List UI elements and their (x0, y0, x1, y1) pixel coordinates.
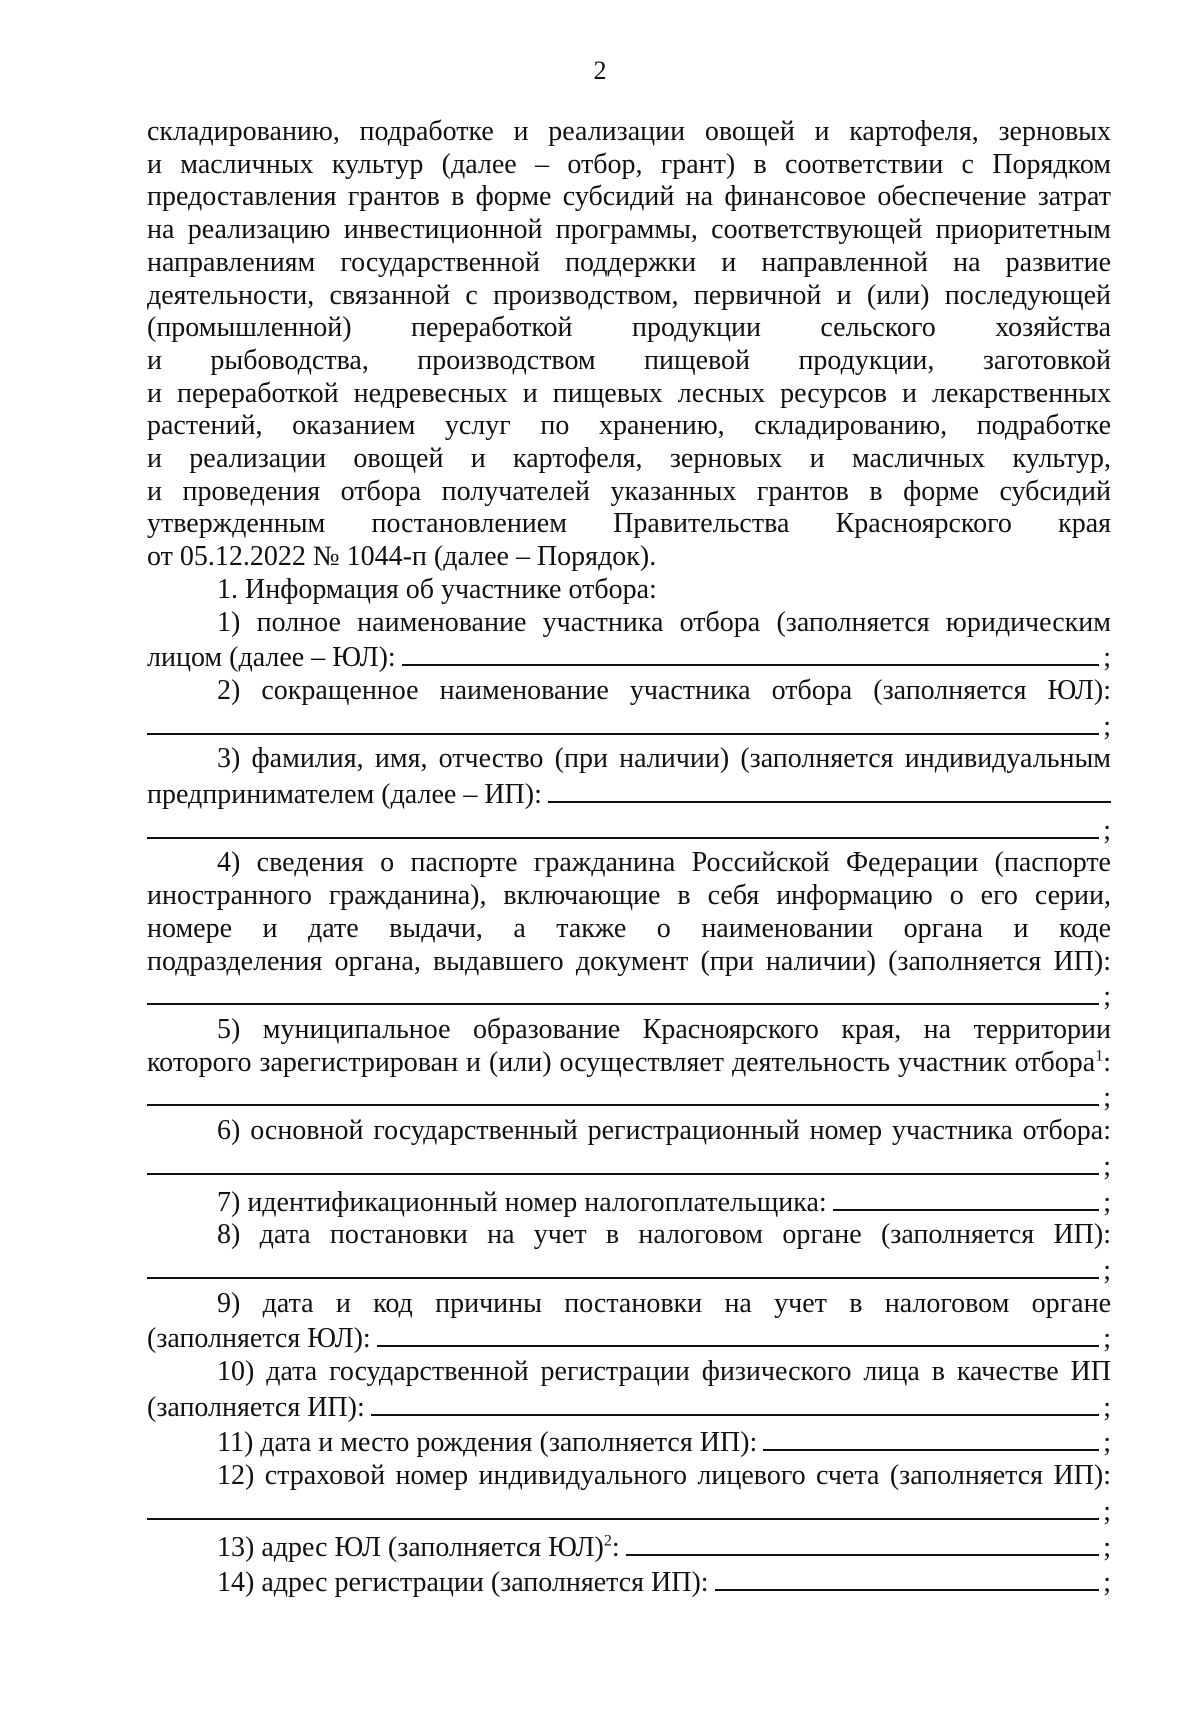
passport-field[interactable] (147, 978, 1099, 1005)
item-5-line-2-wrap (147, 1047, 1111, 1080)
item-4-line-1: 4) сведения о паспорте гражданина Российской Федерации (паспорте (217, 847, 1111, 879)
item-5-line-1: 5) муниципальное образование Красноярского края, на территории (217, 1013, 1111, 1045)
semicolon: ; (1103, 1567, 1111, 1599)
item-9-line-2: (заполняется ЮЛ): (147, 1323, 371, 1355)
footnote-2-ref: 2 (603, 1532, 612, 1550)
semicolon: ; (1103, 981, 1111, 1013)
intro-line: складированию, подработке и реализации овощей и картофеля, зерновых (147, 116, 1111, 147)
item-8-field-row (147, 1252, 1111, 1288)
fio-field-continued[interactable] (147, 812, 1099, 839)
item-3-field-row-2 (147, 812, 1111, 848)
footnote-1-ref: 1 (1095, 1047, 1104, 1065)
item-13-field-row (147, 1529, 1111, 1565)
intro-line: и переработкой недревесных и пищевых лесных ресурсов и лекарственных (147, 377, 1111, 409)
document-body (147, 116, 1111, 1600)
ogrn-field[interactable] (147, 1148, 1099, 1175)
item-3-line-2: предпринимателем (далее – ИП): (147, 779, 542, 811)
semicolon: ; (1103, 1391, 1111, 1423)
item-12-line-1: 12) страховой номер индивидуального лицевого счета (заполняется ИП): (217, 1460, 1111, 1492)
registration-address-field[interactable] (715, 1564, 1100, 1591)
semicolon: ; (1103, 1254, 1111, 1286)
birth-date-place-field[interactable] (763, 1424, 1099, 1451)
tax-registration-date-field[interactable] (147, 1252, 1099, 1279)
item-8-line-1: 8) дата постановки на учет в налоговом органе (заполняется ИП): (217, 1219, 1111, 1251)
item-4-line-3: номере и дате выдачи, а также о наименовании органа и коде (147, 912, 1111, 944)
item-10-field-row (147, 1389, 1111, 1425)
page-number: 2 (593, 56, 607, 85)
semicolon: ; (1103, 642, 1111, 674)
intro-line: утвержденным постановлением Правительства Красноярского края (147, 508, 1111, 540)
item-14-field-row (147, 1564, 1111, 1600)
ip-registration-date-field[interactable] (371, 1389, 1099, 1416)
item-3-line-1: 3) фамилия, имя, отчество (при наличии) (заполняется индивидуальным (217, 743, 1111, 775)
item-10-line-1: 10) дата государственной регистрации физического лица в качестве ИП (217, 1356, 1111, 1388)
semicolon: ; (1103, 1531, 1111, 1563)
item-11-field-row (147, 1424, 1111, 1460)
item-5-field-row (147, 1079, 1111, 1115)
short-name-field[interactable] (147, 708, 1099, 735)
item-3-field-row (147, 776, 1111, 812)
semicolon: ; (1103, 1323, 1111, 1355)
intro-line: и рыбоводства, производством пищевой продукции, заготовкой (147, 344, 1111, 376)
municipality-field[interactable] (147, 1079, 1099, 1106)
item-13-line-1: 13) адрес ЮЛ (заполняется ЮЛ) (217, 1531, 604, 1563)
intro-line: предоставления грантов в форме субсидий на финансовое обеспечение затрат (147, 181, 1111, 213)
intro-line: деятельности, связанной с производством, первичной и (или) последующей (147, 279, 1111, 311)
item-2-line-1: 2) сокращенное наименование участника отбора (заполняется ЮЛ): (217, 674, 1111, 706)
intro-line: (промышленной) переработкой продукции сельского хозяйства (147, 312, 1111, 344)
inn-field[interactable] (833, 1184, 1100, 1211)
intro-line: растений, оказанием услуг по хранению, складированию, подработке (147, 410, 1111, 442)
item-6-field-row (147, 1148, 1111, 1184)
kpp-field[interactable] (377, 1320, 1100, 1347)
item-6-line-1: 6) основной государственный регистрационный номер участника отбора: (217, 1115, 1111, 1147)
semicolon: ; (1103, 1082, 1111, 1114)
semicolon: ; (1103, 1495, 1111, 1527)
intro-last-line: от 05.12.2022 № 1044-п (далее – Порядок). (147, 541, 657, 573)
intro-paragraph (147, 116, 1111, 541)
item-1-line-1: 1) полное наименование участника отбора (заполняется юридическим (217, 606, 1111, 638)
semicolon: ; (1103, 1186, 1111, 1218)
intro-line: и реализации овощей и картофеля, зерновых и масличных культур, (147, 443, 1111, 475)
semicolon: ; (1103, 1150, 1111, 1182)
semicolon: ; (1103, 1427, 1111, 1459)
intro-line: и масличных культур (далее – отбор, грант) в соответствии с Порядком (147, 148, 1111, 180)
intro-line: на реализацию инвестиционной программы, соответствующей приоритетным (147, 214, 1111, 246)
item-10-line-2: (заполняется ИП): (147, 1391, 365, 1423)
legal-address-field[interactable] (626, 1529, 1100, 1556)
item-12-field-row (147, 1493, 1111, 1529)
item-4-field-row (147, 978, 1111, 1014)
item-11-line-1: 11) дата и место рождения (заполняется ИП): (217, 1427, 758, 1459)
snils-field[interactable] (147, 1493, 1099, 1520)
item-9-field-row (147, 1320, 1111, 1356)
item-2-field-row (147, 708, 1111, 744)
intro-line: направлениям государственной поддержки и направленной на развитие (147, 246, 1111, 278)
full-name-field[interactable] (402, 639, 1100, 666)
semicolon: ; (1103, 814, 1111, 846)
item-14-line-1: 14) адрес регистрации (заполняется ИП): (217, 1567, 709, 1599)
item-1-field-row (147, 639, 1111, 675)
item-1-line-2: лицом (далее – ЮЛ): (147, 642, 396, 674)
item-13-label (217, 1532, 620, 1565)
semicolon: ; (1103, 710, 1111, 742)
item-4-line-2: иностранного гражданина), включающие в себя информацию о его серии, (147, 880, 1111, 912)
item-4-line-4: подразделения органа, выдавшего документ (при наличии) (заполняется ИП): (147, 945, 1111, 977)
item-5-colon: : (1103, 1046, 1111, 1078)
item-7-line-1: 7) идентификационный номер налогоплательщика: (217, 1186, 827, 1218)
section-title: 1. Информация об участнике отбора: (217, 573, 657, 605)
item-9-line-1: 9) дата и код причины постановки на учет в налоговом органе (217, 1287, 1111, 1319)
fio-field[interactable] (548, 776, 1111, 803)
intro-line: и проведения отбора получателей указанных грантов в форме субсидий (147, 475, 1111, 507)
item-7-field-row (147, 1184, 1111, 1220)
item-5-line-2: которого зарегистрирован и (или) осуществляет деятельность участник отбора (147, 1046, 1096, 1078)
item-13-colon: : (611, 1531, 620, 1563)
